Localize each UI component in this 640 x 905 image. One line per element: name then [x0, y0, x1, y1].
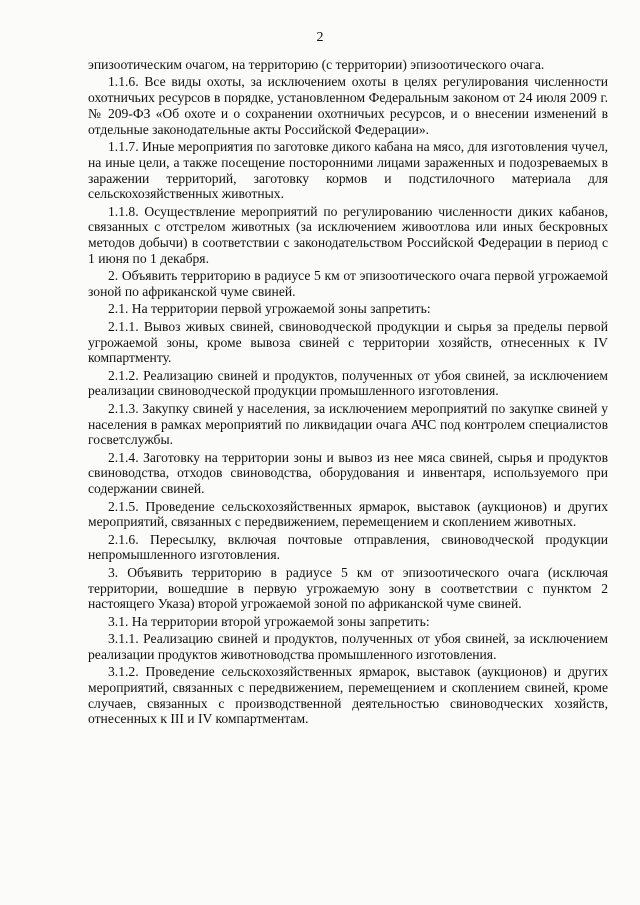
paragraph-2-1-6: 2.1.6. Пересылку, включая почтовые отправления, свиноводческой продукции непромышленного изготовления.: [88, 531, 608, 563]
paragraph-3-1-1: 3.1.1. Реализацию свиней и продуктов, полученных от убоя свиней, за исключением реализации продуктов животноводства промышленного изготовления.: [88, 630, 608, 662]
paragraph-3-1: 3.1. На территории второй угрожаемой зоны запретить:: [108, 613, 430, 629]
paragraph-1-1-6: 1.1.6. Все виды охоты, за исключением охоты в целях регулирования численности охотничьих ресурсов в порядке, установленном Федеральным законом от 24 июля 2009 г. № 209-ФЗ «Об охоте и о сохранении охотничьих ресурсов, и о внесении изменений в отдельные законодательные акты Российской Федерации».: [88, 74, 608, 137]
paragraph-2-1-5: 2.1.5. Проведение сельскохозяйственных ярмарок, выставок (аукционов) и других мероприятий, связанных с передвижением, перемещением и скоплением животных.: [88, 498, 608, 530]
paragraph-2-1-1: 2.1.1. Вывоз живых свиней, свиноводческой продукции и сырья за пределы первой угрожаемой зоны, кроме вывоза свиней с территории хозяйств, отнесенных к IV компартменту.: [88, 318, 608, 366]
paragraph-2-1: 2.1. На территории первой угрожаемой зоны запретить:: [108, 301, 431, 317]
document-body: [88, 57, 608, 727]
paragraph-2-1-2: 2.1.2. Реализацию свиней и продуктов, полученных от убоя свиней, за исключением реализации свиноводческой продукции промышленного изготовления.: [88, 367, 608, 399]
paragraph-1-1-8: 1.1.8. Осуществление мероприятий по регулированию численности диких кабанов, связанных с отстрелом животных (за исключением живоотлова или иных бескровных методов добычи) в соответствии с законодательством Российской Федерации в период с 1 июня по 1 декабря.: [88, 203, 608, 267]
page-number: 2: [316, 30, 324, 45]
paragraph-1-1-7: 1.1.7. Иные мероприятия по заготовке дикого кабана на мясо, для изготовления чучел, на иные цели, а также посещение посторонними лицами зараженных и подозреваемых в заражении территорий, заготовку кормов и подстилочного материала для сельскохозяйственных животных.: [88, 138, 608, 202]
paragraph-3-1-2: 3.1.2. Проведение сельскохозяйственных ярмарок, выставок (аукционов) и других мероприятий, связанных с передвижением, перемещением и скоплением свиней, кроме случаев, связанных с производственной деятельностью свиноводческих хозяйств, отнесенных к III и IV компартментам.: [88, 663, 608, 727]
paragraph-2: 2. Объявить территорию в радиусе 5 км от эпизоотического очага первой угрожаемой зоной по африканской чуме свиней.: [88, 268, 608, 300]
paragraph-3: 3. Объявить территорию в радиусе 5 км от эпизоотического очага (исключая территории, вошедшие в первую угрожаемую зону в соответствии с пунктом 2 настоящего Указа) второй угрожаемой зоной по африканской чуме свиней.: [88, 564, 608, 612]
paragraph-2-1-4: 2.1.4. Заготовку на территории зоны и вывоз из нее мяса свиней, сырья и продуктов свиноводства, отходов свиноводства, оборудования и инвентаря, используемого при содержании свиней.: [88, 449, 608, 497]
paragraph-2-1-3: 2.1.3. Закупку свиней у населения, за исключением мероприятий по закупке свиней у населения в рамках мероприятий по ликвидации очага АЧС под контролем специалистов госветслужбы.: [88, 400, 608, 448]
paragraph-continuation: эпизоотическим очагом, на территорию (с территории) эпизоотического очага.: [88, 57, 545, 72]
